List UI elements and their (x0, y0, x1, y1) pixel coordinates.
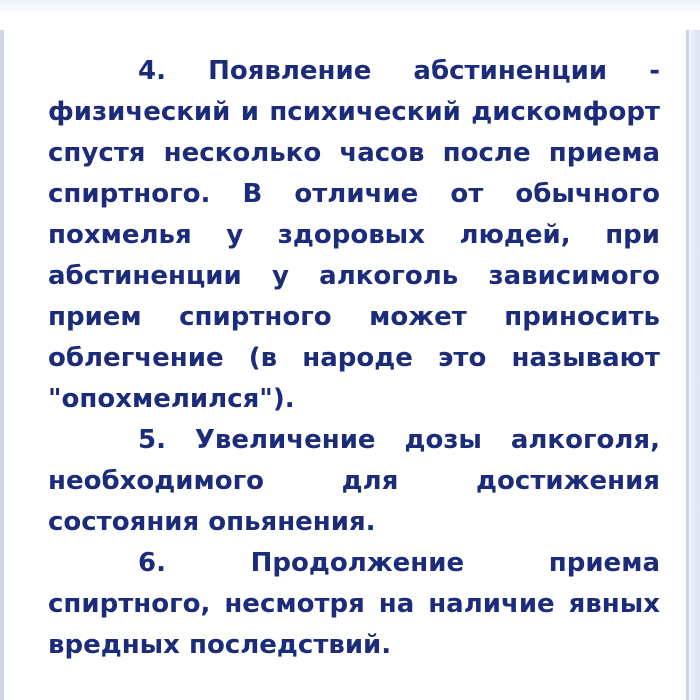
item-4-line-4: спиртного. В отличие от обычного (48, 179, 660, 209)
item-4-line-6: абстиненции у алкоголь зависимого (48, 261, 660, 291)
item-4-line-3: спустя несколько часов после приема (48, 138, 660, 168)
item-6-line-3: вредных последствий. (48, 630, 392, 660)
item-5-line-2: необходимого для достижения (48, 466, 660, 496)
right-frame (686, 30, 700, 700)
item-6-line-1: 6. Продолжение приема (138, 548, 660, 578)
item-4-line-1: 4. Появление абстиненции - (138, 56, 660, 86)
item-4-line-9: "опохмелился"). (48, 384, 295, 414)
top-frame (0, 0, 700, 16)
item-4-line-8: облегчение (в народе это называют (48, 343, 660, 373)
item-5-line-3: состояния опьянения. (48, 507, 376, 537)
item-4-line-7: прием спиртного может приносить (48, 302, 660, 332)
item-6-line-2: спиртного, несмотря на наличие явных (48, 589, 660, 619)
item-4-line-2: физический и психический дискомфорт (48, 97, 660, 127)
item-5-line-1: 5. Увеличение дозы алкоголя, (138, 425, 660, 455)
body-text (48, 51, 660, 666)
item-4-line-5: похмелья у здоровых людей, при (48, 220, 660, 250)
left-frame (0, 30, 4, 700)
